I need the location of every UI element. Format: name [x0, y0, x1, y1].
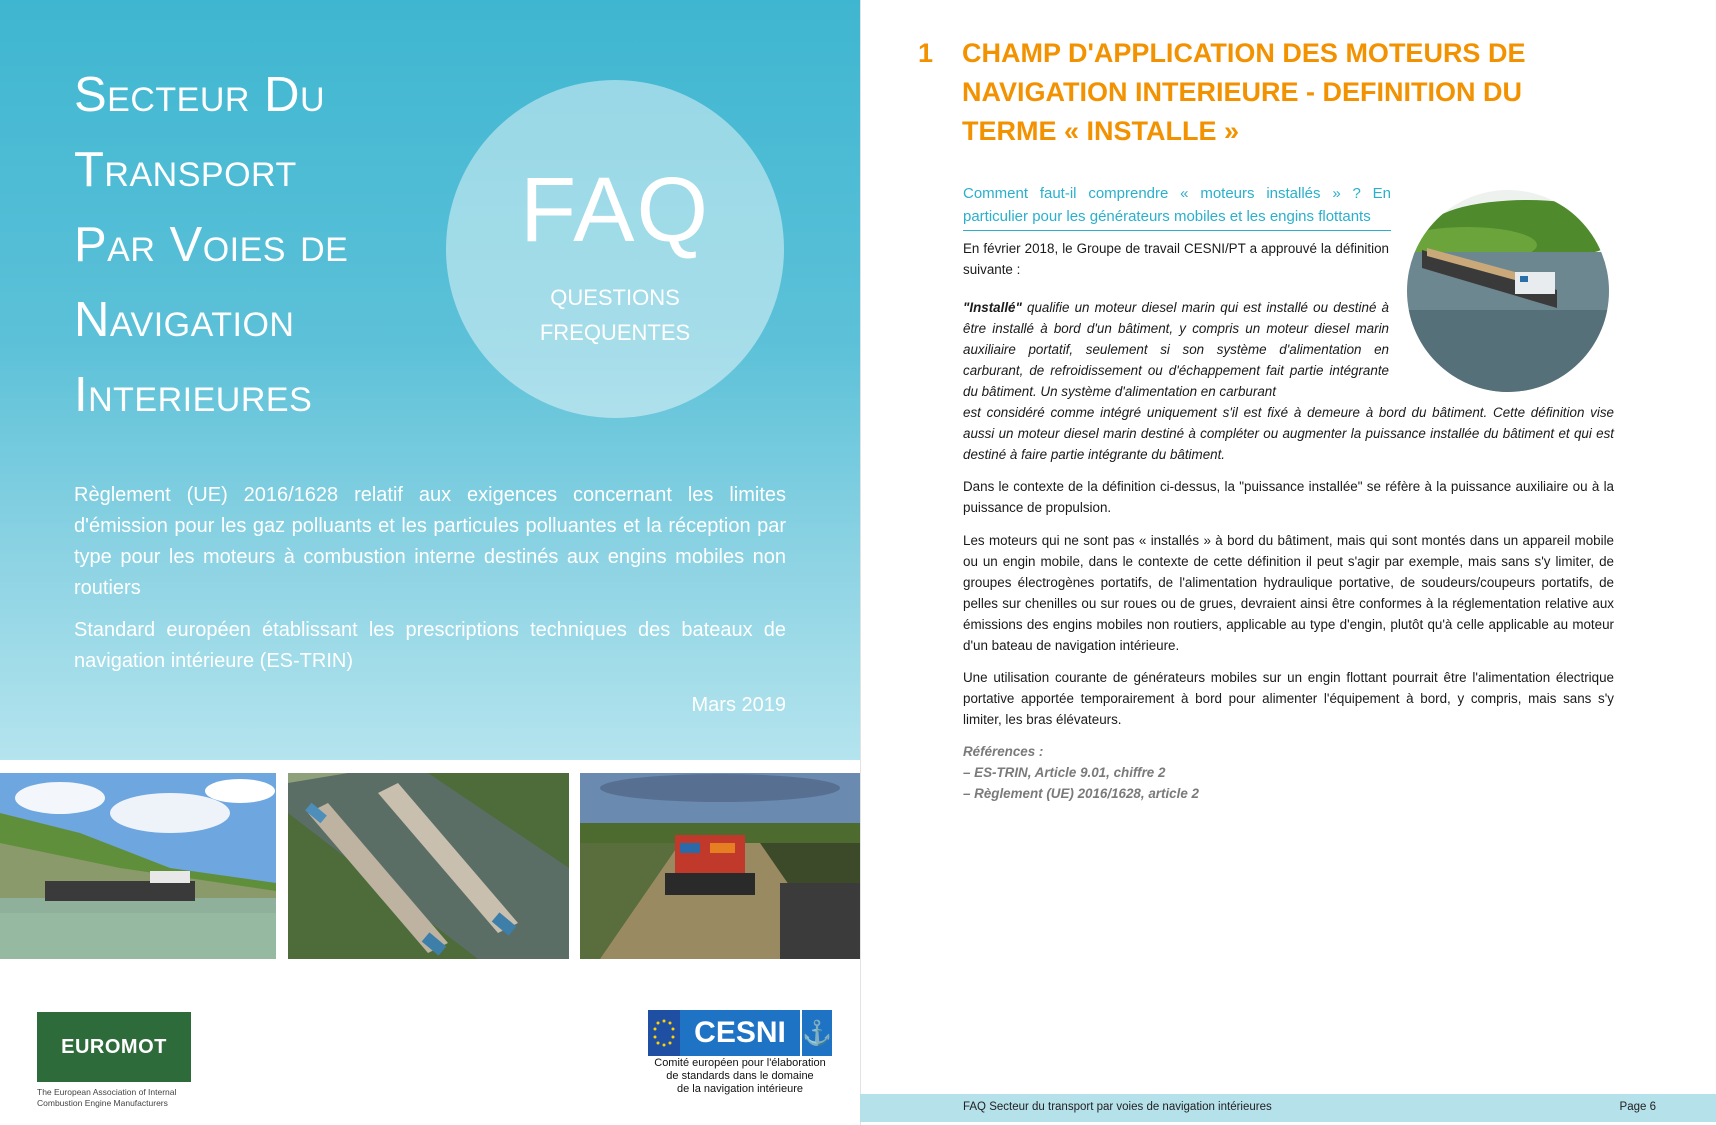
- definition-narrow: [963, 297, 1389, 402]
- section-heading: [918, 34, 1602, 151]
- euromot-tagline-line: Combustion Engine Manufacturers: [37, 1098, 168, 1108]
- references-title: Références :: [963, 744, 1044, 759]
- definition-text-1: qualifie un moteur diesel marin qui est installé ou destiné à être installé à bord d'un bâtiment, y compris un moteur diesel marin auxiliaire portatif, seulement si son système d'alimentation en carburant, de refroidissement ou d'échappement fait partie intégrante du bâtiment. Un système d'alimentation en carburant: [963, 300, 1389, 399]
- section-heading-line: TERME « INSTALLE »: [962, 116, 1240, 146]
- mobile-generators-paragraph: Une utilisation courante de générateurs mobiles sur un engin flottant pourrait être l'alimentation électrique portative apportée temporairement à bord pour alimenter l'équipement à bord, y compris, mais sans s'y limiter, les bras élévateurs.: [963, 670, 1614, 727]
- cesni-tagline-line: de la navigation intérieure: [677, 1083, 803, 1095]
- cesni-logo: [648, 1010, 832, 1056]
- cover-title-line: Transport: [74, 143, 297, 197]
- section-number: 1: [918, 38, 934, 68]
- cover-photo-aerial-barges: [288, 773, 569, 959]
- regulation-description: Règlement (UE) 2016/1628 relatif aux exigences concernant les limites d'émission pour les gaz polluants et les particules polluantes et la réception par type pour les moteurs à combustion interne destinés aux engins mobiles non routiers: [74, 484, 786, 599]
- cesni-tagline-line: de standards dans le domaine: [666, 1070, 814, 1082]
- aerial-barges-image: [288, 773, 569, 959]
- euromot-tagline-line: The European Association of Internal: [37, 1087, 177, 1097]
- section-heading-line: NAVIGATION INTERIEURE - DEFINITION DU: [962, 77, 1522, 107]
- definition-text-2: est considéré comme intégré uniquement s'il est fixé à demeure à bord du bâtiment. Cette définition vise aussi un moteur diesel marin destiné à compléter ou augmenter la puissance installée du bâtiment et qui est destiné à faire partie intégrante du bâtiment.: [963, 405, 1614, 462]
- cesni-tagline-line: Comité européen pour l'élaboration: [654, 1057, 826, 1069]
- intro-text: En février 2018, le Groupe de travail CESNI/PT a approuvé la définition suivante :: [963, 241, 1389, 277]
- cover-description: [74, 480, 786, 688]
- faq-subtitle: [446, 280, 784, 350]
- faq-subtitle-line: QUESTIONS: [550, 285, 680, 310]
- cesni-wordmark: CESNI: [680, 1010, 800, 1056]
- cover-title-line: Secteur Du: [74, 68, 326, 122]
- references-block: [963, 741, 1614, 804]
- intro-paragraph: [963, 238, 1614, 280]
- anchor-icon: ⚓: [800, 1010, 832, 1056]
- page-divider: [860, 0, 861, 1125]
- eu-flag-icon: [648, 1010, 680, 1056]
- definition-block: [963, 297, 1614, 465]
- canal-barge-image: [580, 773, 860, 959]
- footer-page-number: Page 6: [1619, 1101, 1656, 1113]
- faq-subtitle-line: FREQUENTES: [539, 320, 691, 345]
- cover-title: [74, 58, 434, 433]
- cover-photo-canal-barge: [580, 773, 860, 959]
- euromot-tagline: [37, 1087, 207, 1109]
- cover-date: Mars 2019: [691, 694, 786, 716]
- footer-title: FAQ Secteur du transport par voies de navigation intérieures: [963, 1101, 1272, 1113]
- reference-item: – Règlement (UE) 2016/1628, article 2: [963, 786, 1199, 801]
- faq-circle: [446, 80, 784, 418]
- standard-description: Standard européen établissant les prescriptions techniques des bateaux de navigation intérieure (ES-TRIN): [74, 619, 786, 672]
- definition-term: "Installé": [963, 300, 1022, 315]
- cover-title-line: Navigation: [74, 293, 295, 347]
- reference-item: – ES-TRIN, Article 9.01, chiffre 2: [963, 765, 1166, 780]
- cover-title-line: Par Voies de: [74, 218, 349, 272]
- cover-title-line: Interieures: [74, 368, 313, 422]
- faq-label: FAQ: [519, 159, 711, 261]
- cesni-tagline: [640, 1057, 840, 1096]
- euromot-logo: EUROMOT: [37, 1012, 191, 1082]
- installed-power-paragraph: Dans le contexte de la définition ci-dessus, la "puissance installée" se réfère à la puissance auxiliaire ou à la puissance de propulsion.: [963, 479, 1614, 515]
- section-heading-line: CHAMP D'APPLICATION DES MOTEURS DE: [962, 38, 1526, 68]
- faq-question: Comment faut-il comprendre « moteurs installés » ? En particulier pour les générateurs mobiles et les engins flottants: [963, 182, 1391, 231]
- river-hillside-image: [0, 773, 276, 959]
- non-installed-engines-paragraph: Les moteurs qui ne sont pas « installés » à bord du bâtiment, mais qui sont montés dans un appareil mobile ou un engin mobile, dans le contexte de cette définition il peut s'agir par exemple, mais sans s'y limiter, de groupes électrogènes portatifs, de l'alimentation hydraulique portative, de soudeurs/coupeurs portatifs, de pelles sur chenilles ou sur roues ou de grues, devraient ainsi être conformes à la réglementation relative aux émissions des engins mobiles non routiers, applicable au type d'engin, plutôt qu'à celle applicable au moteur d'un bateau de navigation intérieure.: [963, 533, 1614, 653]
- page-footer: [860, 1094, 1716, 1122]
- cover-photo-river-hillside: [0, 773, 276, 959]
